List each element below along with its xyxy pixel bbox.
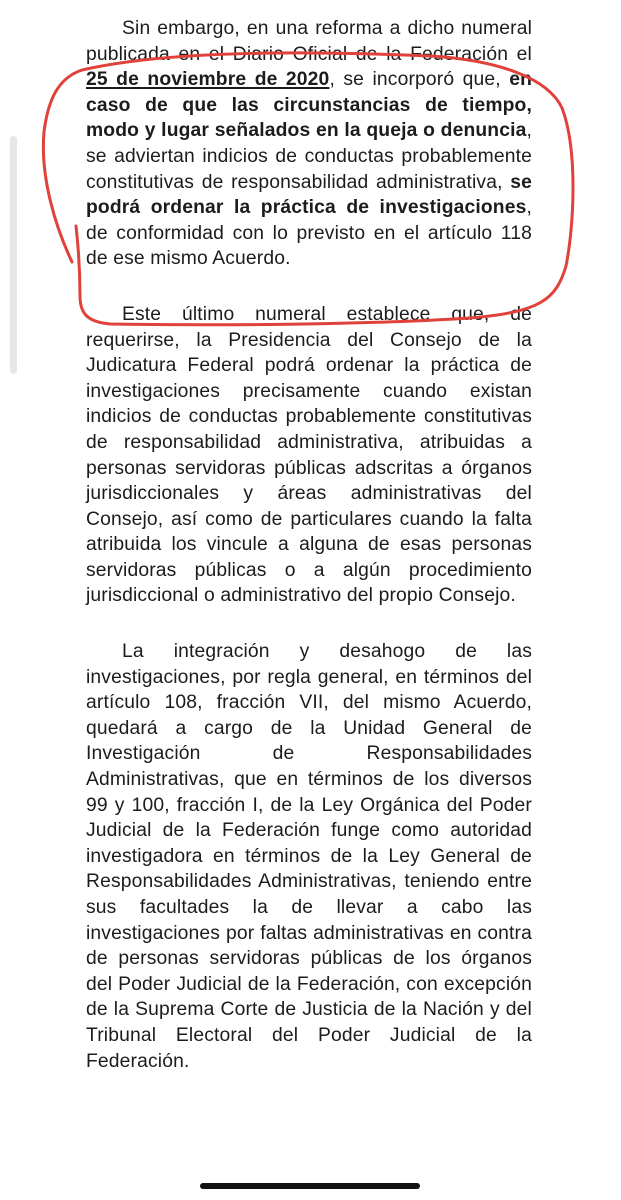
bold-phrase-investigations: se podrá ordenar la práctica de investigaciones bbox=[86, 171, 532, 219]
paragraph-1 bbox=[86, 16, 532, 272]
scroll-indicator[interactable] bbox=[10, 136, 17, 374]
paragraph-1-text-b: , se incorporó que, bbox=[329, 69, 510, 91]
document-body bbox=[86, 16, 532, 1074]
paragraph-2: Este último numeral establece que, de requerirse, la Presidencia del Consejo de la Judicatura Federal podrá ordenar la práctica de investigaciones precisamente cuando existan indicios de conductas probablemente constitutivas de responsabilidad administrativa, atribuidas a personas servidoras públicas adscritas a órganos jurisdiccionales y áreas administrativas del Consejo, así como de particulares cuando la falta atribuida los vincule a alguna de esas personas servidoras públicas o a algún procedimiento jurisdiccional o administrativo del propio Consejo. bbox=[86, 303, 532, 607]
paragraph-3: La integración y desahogo de las investigaciones, por regla general, en términos del artículo 108, fracción VII, del mismo Acuerdo, quedará a cargo de la Unidad General de Investigación de Responsabilidades Administrativas, que en términos de los diversos 99 y 100, fracción I, de la Ley Orgánica del Poder Judicial de la Federación funge como autoridad investigadora en términos de la Ley General de Responsabilidades Administrativas, teniendo entre sus facultades la de llevar a cabo las investigaciones por faltas administrativas en contra de personas servidoras públicas de los órganos del Poder Judicial de la Federación, con excepción de la Suprema Corte de Justicia de la Nación y del Tribunal Electoral del Poder Judicial de la Federación. bbox=[86, 641, 532, 1072]
highlighted-date: 25 de noviembre de 2020 bbox=[86, 69, 330, 91]
paragraph-1-text-c: , se adviertan indicios de conductas probablemente constitutivas de responsabilidad administrativa, bbox=[86, 120, 532, 193]
home-indicator[interactable] bbox=[200, 1183, 420, 1189]
paragraph-1-text-a: Sin embargo, en una reforma a dicho numeral publicada en el Diario Oficial de la Federación el bbox=[86, 18, 532, 65]
paragraph-1-text-d: , de conformidad con lo previsto en el artículo 118 de ese mismo Acuerdo. bbox=[86, 197, 532, 270]
bold-phrase-circumstances: en caso de que las circunstancias de tiempo, modo y lugar señalados en la queja o denuncia bbox=[86, 69, 533, 142]
